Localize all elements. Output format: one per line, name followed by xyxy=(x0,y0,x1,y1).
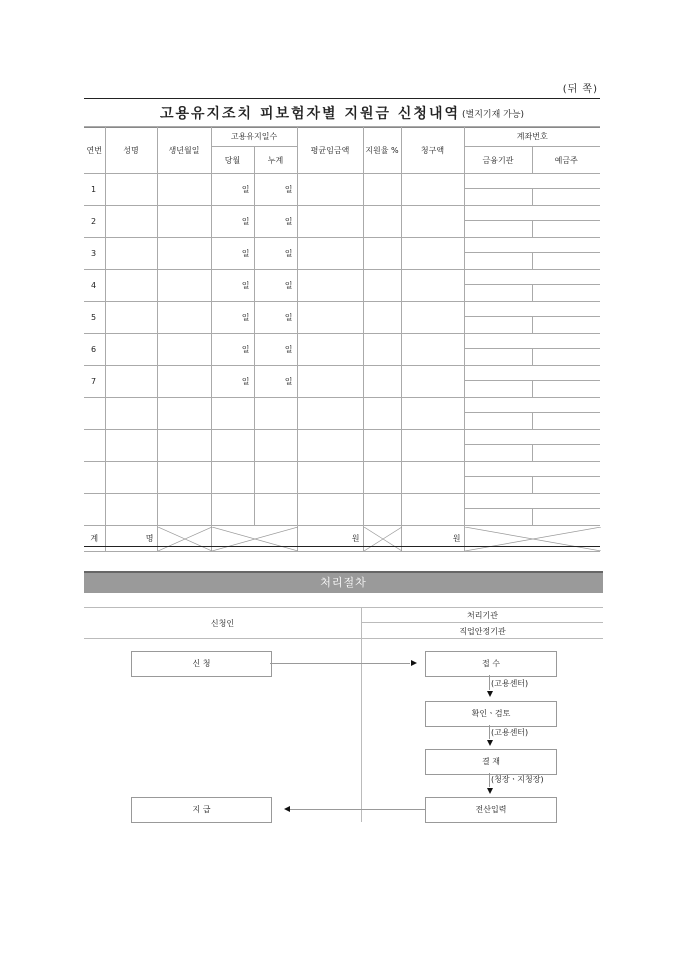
row-birth-cell xyxy=(157,398,211,430)
table-row xyxy=(84,398,600,430)
decide-box: 결 재 xyxy=(425,749,557,775)
row-account-bottom xyxy=(465,445,601,461)
row-claim-cell xyxy=(401,174,464,206)
row-claim-cell xyxy=(401,494,464,526)
row-account-cell xyxy=(464,398,600,430)
row-rate-cell xyxy=(363,494,401,526)
table-row xyxy=(84,238,600,270)
page-note: (뒤 쪽) xyxy=(562,84,598,95)
total-claim-unit: 원 xyxy=(401,526,464,552)
total-label: 계 xyxy=(84,526,105,552)
table-row xyxy=(84,302,600,334)
row-bank-cell xyxy=(465,381,533,397)
row-bank-cell xyxy=(465,445,533,461)
row-days-month xyxy=(211,398,254,430)
row-avg-wage-cell xyxy=(297,270,363,302)
row-holder-cell xyxy=(533,381,600,397)
row-bank-cell xyxy=(465,349,533,365)
table-row xyxy=(84,206,600,238)
table-bottom-rule xyxy=(84,546,600,547)
application-table xyxy=(84,126,600,552)
row-avg-wage-cell xyxy=(297,174,363,206)
row-holder-cell xyxy=(533,477,600,493)
row-rate-cell xyxy=(363,238,401,270)
table-row xyxy=(84,174,600,206)
row-seq xyxy=(84,398,105,430)
row-days-month xyxy=(211,462,254,494)
row-account-cell xyxy=(464,462,600,494)
arrow-down-icon-3 xyxy=(487,788,493,794)
row-account-top xyxy=(465,174,601,189)
row-days-total: 일 xyxy=(254,302,297,334)
table-row xyxy=(84,334,600,366)
row-birth-cell xyxy=(157,366,211,398)
row-name-cell xyxy=(105,494,157,526)
row-name-cell xyxy=(105,302,157,334)
row-account-cell xyxy=(464,270,600,302)
row-seq xyxy=(84,430,105,462)
row-account-cell xyxy=(464,334,600,366)
row-days-month: 일 xyxy=(211,270,254,302)
total-count-unit: 명 xyxy=(105,526,157,552)
row-birth-cell xyxy=(157,302,211,334)
proc-divider xyxy=(361,607,362,822)
header-days-group: 고용유지일수 xyxy=(211,127,297,147)
row-name-cell xyxy=(105,270,157,302)
row-days-total xyxy=(254,494,297,526)
row-holder-cell xyxy=(533,349,600,365)
row-claim-cell xyxy=(401,366,464,398)
row-rate-cell xyxy=(363,398,401,430)
row-avg-wage-cell xyxy=(297,430,363,462)
row-days-month: 일 xyxy=(211,302,254,334)
row-claim-cell xyxy=(401,206,464,238)
row-days-total: 일 xyxy=(254,366,297,398)
row-seq: 6 xyxy=(84,334,105,366)
row-bank-cell xyxy=(465,413,533,429)
row-avg-wage-cell xyxy=(297,366,363,398)
total-x-days xyxy=(211,526,297,552)
proc-line-mid xyxy=(362,622,603,623)
arrow-down-icon-2 xyxy=(487,740,493,746)
row-days-month: 일 xyxy=(211,366,254,398)
note-center-2: (고용센터) xyxy=(491,728,529,737)
row-account-cell xyxy=(464,430,600,462)
row-birth-cell xyxy=(157,462,211,494)
row-name-cell xyxy=(105,238,157,270)
header-birth: 생년월일 xyxy=(157,127,211,174)
row-days-month xyxy=(211,430,254,462)
input-box: 전산입력 xyxy=(425,797,557,823)
row-days-total: 일 xyxy=(254,238,297,270)
row-account-bottom xyxy=(465,509,601,525)
row-rate-cell xyxy=(363,430,401,462)
row-name-cell xyxy=(105,398,157,430)
row-days-month: 일 xyxy=(211,334,254,366)
row-account-top xyxy=(465,270,601,285)
row-account-top xyxy=(465,494,601,509)
header-seq: 연번 xyxy=(84,127,105,174)
row-days-total xyxy=(254,430,297,462)
row-seq: 4 xyxy=(84,270,105,302)
row-avg-wage-cell xyxy=(297,302,363,334)
row-seq: 5 xyxy=(84,302,105,334)
row-rate-cell xyxy=(363,206,401,238)
row-account-cell xyxy=(464,238,600,270)
arrow-apply-line xyxy=(270,663,410,664)
row-name-cell xyxy=(105,334,157,366)
row-rate-cell xyxy=(363,302,401,334)
row-rate-cell xyxy=(363,366,401,398)
row-claim-cell xyxy=(401,398,464,430)
arrow-right-icon xyxy=(411,660,417,666)
row-avg-wage-cell xyxy=(297,238,363,270)
row-birth-cell xyxy=(157,494,211,526)
arrow-left-icon xyxy=(284,806,290,812)
total-x-rate xyxy=(363,526,401,552)
row-birth-cell xyxy=(157,270,211,302)
row-name-cell xyxy=(105,430,157,462)
row-account-top xyxy=(465,430,601,445)
row-account-top xyxy=(465,462,601,477)
total-x-account xyxy=(464,526,600,552)
table-row xyxy=(84,430,600,462)
proc-line-top xyxy=(84,607,603,608)
table-row xyxy=(84,494,600,526)
row-account-top xyxy=(465,206,601,221)
row-name-cell xyxy=(105,462,157,494)
row-birth-cell xyxy=(157,334,211,366)
row-days-total: 일 xyxy=(254,174,297,206)
row-holder-cell xyxy=(533,509,600,525)
receive-box: 접 수 xyxy=(425,651,557,677)
row-avg-wage-cell xyxy=(297,206,363,238)
row-holder-cell xyxy=(533,189,600,205)
row-account-bottom xyxy=(465,349,601,365)
header-claim: 청구액 xyxy=(401,127,464,174)
row-account-bottom xyxy=(465,413,601,429)
row-seq: 1 xyxy=(84,174,105,206)
row-account-bottom xyxy=(465,189,601,205)
row-seq xyxy=(84,494,105,526)
row-account-bottom xyxy=(465,221,601,237)
row-account-top xyxy=(465,398,601,413)
row-account-top xyxy=(465,302,601,317)
row-account-cell xyxy=(464,206,600,238)
row-account-cell xyxy=(464,494,600,526)
row-holder-cell xyxy=(533,221,600,237)
row-days-month xyxy=(211,494,254,526)
procedure-title: 처리절차 xyxy=(84,571,603,593)
row-claim-cell xyxy=(401,334,464,366)
row-name-cell xyxy=(105,366,157,398)
row-rate-cell xyxy=(363,270,401,302)
arrow-pay-line xyxy=(290,809,425,810)
row-account-cell xyxy=(464,302,600,334)
row-birth-cell xyxy=(157,430,211,462)
row-bank-cell xyxy=(465,477,533,493)
header-avg-wage: 평균임금액 xyxy=(297,127,363,174)
row-claim-cell xyxy=(401,270,464,302)
row-avg-wage-cell xyxy=(297,494,363,526)
row-holder-cell xyxy=(533,317,600,333)
row-account-cell xyxy=(464,174,600,206)
row-birth-cell xyxy=(157,174,211,206)
form-subtitle: (별지기재 가능) xyxy=(462,109,525,120)
table-row xyxy=(84,270,600,302)
total-row xyxy=(84,526,600,552)
row-account-bottom xyxy=(465,477,601,493)
row-avg-wage-cell xyxy=(297,462,363,494)
row-birth-cell xyxy=(157,238,211,270)
arrow-down-icon-1 xyxy=(487,691,493,697)
row-bank-cell xyxy=(465,509,533,525)
row-account-bottom xyxy=(465,317,601,333)
row-account-top xyxy=(465,238,601,253)
row-rate-cell xyxy=(363,334,401,366)
row-days-month: 일 xyxy=(211,206,254,238)
row-days-total: 일 xyxy=(254,334,297,366)
header-holder: 예금주 xyxy=(532,147,600,174)
pay-box: 지 급 xyxy=(131,797,272,823)
header-bank: 금융기관 xyxy=(464,147,532,174)
row-avg-wage-cell xyxy=(297,334,363,366)
row-account-top xyxy=(465,366,601,381)
row-seq: 2 xyxy=(84,206,105,238)
header-account: 계좌번호 xyxy=(464,127,600,147)
row-birth-cell xyxy=(157,206,211,238)
note-head: (청장ㆍ지청장) xyxy=(491,775,544,784)
header-support-rate: 지원율 % xyxy=(363,127,401,174)
row-account-bottom xyxy=(465,253,601,269)
row-days-total: 일 xyxy=(254,270,297,302)
row-account-bottom xyxy=(465,285,601,301)
row-seq: 7 xyxy=(84,366,105,398)
table-row xyxy=(84,366,600,398)
table-row xyxy=(84,462,600,494)
form-title-bar xyxy=(84,98,600,128)
row-avg-wage-cell xyxy=(297,398,363,430)
row-rate-cell xyxy=(363,462,401,494)
row-holder-cell xyxy=(533,285,600,301)
row-holder-cell xyxy=(533,253,600,269)
header-days-total: 누계 xyxy=(254,147,297,174)
apply-box: 신 청 xyxy=(131,651,272,677)
row-seq: 3 xyxy=(84,238,105,270)
arrow-down-line-2 xyxy=(489,725,490,739)
row-claim-cell xyxy=(401,462,464,494)
arrow-down-line-3 xyxy=(489,773,490,787)
header-name: 성명 xyxy=(105,127,157,174)
row-days-total xyxy=(254,462,297,494)
row-bank-cell xyxy=(465,285,533,301)
row-days-total: 일 xyxy=(254,206,297,238)
proc-line-header-bottom xyxy=(84,638,603,639)
row-bank-cell xyxy=(465,189,533,205)
total-x-birth xyxy=(157,526,211,552)
note-center-1: (고용센터) xyxy=(491,679,529,688)
row-seq xyxy=(84,462,105,494)
row-bank-cell xyxy=(465,221,533,237)
row-holder-cell xyxy=(533,445,600,461)
row-name-cell xyxy=(105,174,157,206)
row-rate-cell xyxy=(363,174,401,206)
row-days-total xyxy=(254,398,297,430)
row-claim-cell xyxy=(401,430,464,462)
form-title: 고용유지조치 피보험자별 지원금 신청내역 xyxy=(159,106,460,122)
processor-sub: 직업안정기관 xyxy=(459,627,506,636)
row-name-cell xyxy=(105,206,157,238)
row-claim-cell xyxy=(401,238,464,270)
header-days-month: 당월 xyxy=(211,147,254,174)
check-box: 확인ㆍ검토 xyxy=(425,701,557,727)
row-account-top xyxy=(465,334,601,349)
row-claim-cell xyxy=(401,302,464,334)
row-bank-cell xyxy=(465,317,533,333)
arrow-down-line-1 xyxy=(489,675,490,690)
row-holder-cell xyxy=(533,413,600,429)
row-account-cell xyxy=(464,366,600,398)
processor-header: 처리기관 xyxy=(467,611,498,620)
row-days-month: 일 xyxy=(211,174,254,206)
applicant-header: 신청인 xyxy=(210,619,235,628)
total-wage-unit: 원 xyxy=(297,526,363,552)
row-days-month: 일 xyxy=(211,238,254,270)
row-bank-cell xyxy=(465,253,533,269)
row-account-bottom xyxy=(465,381,601,397)
